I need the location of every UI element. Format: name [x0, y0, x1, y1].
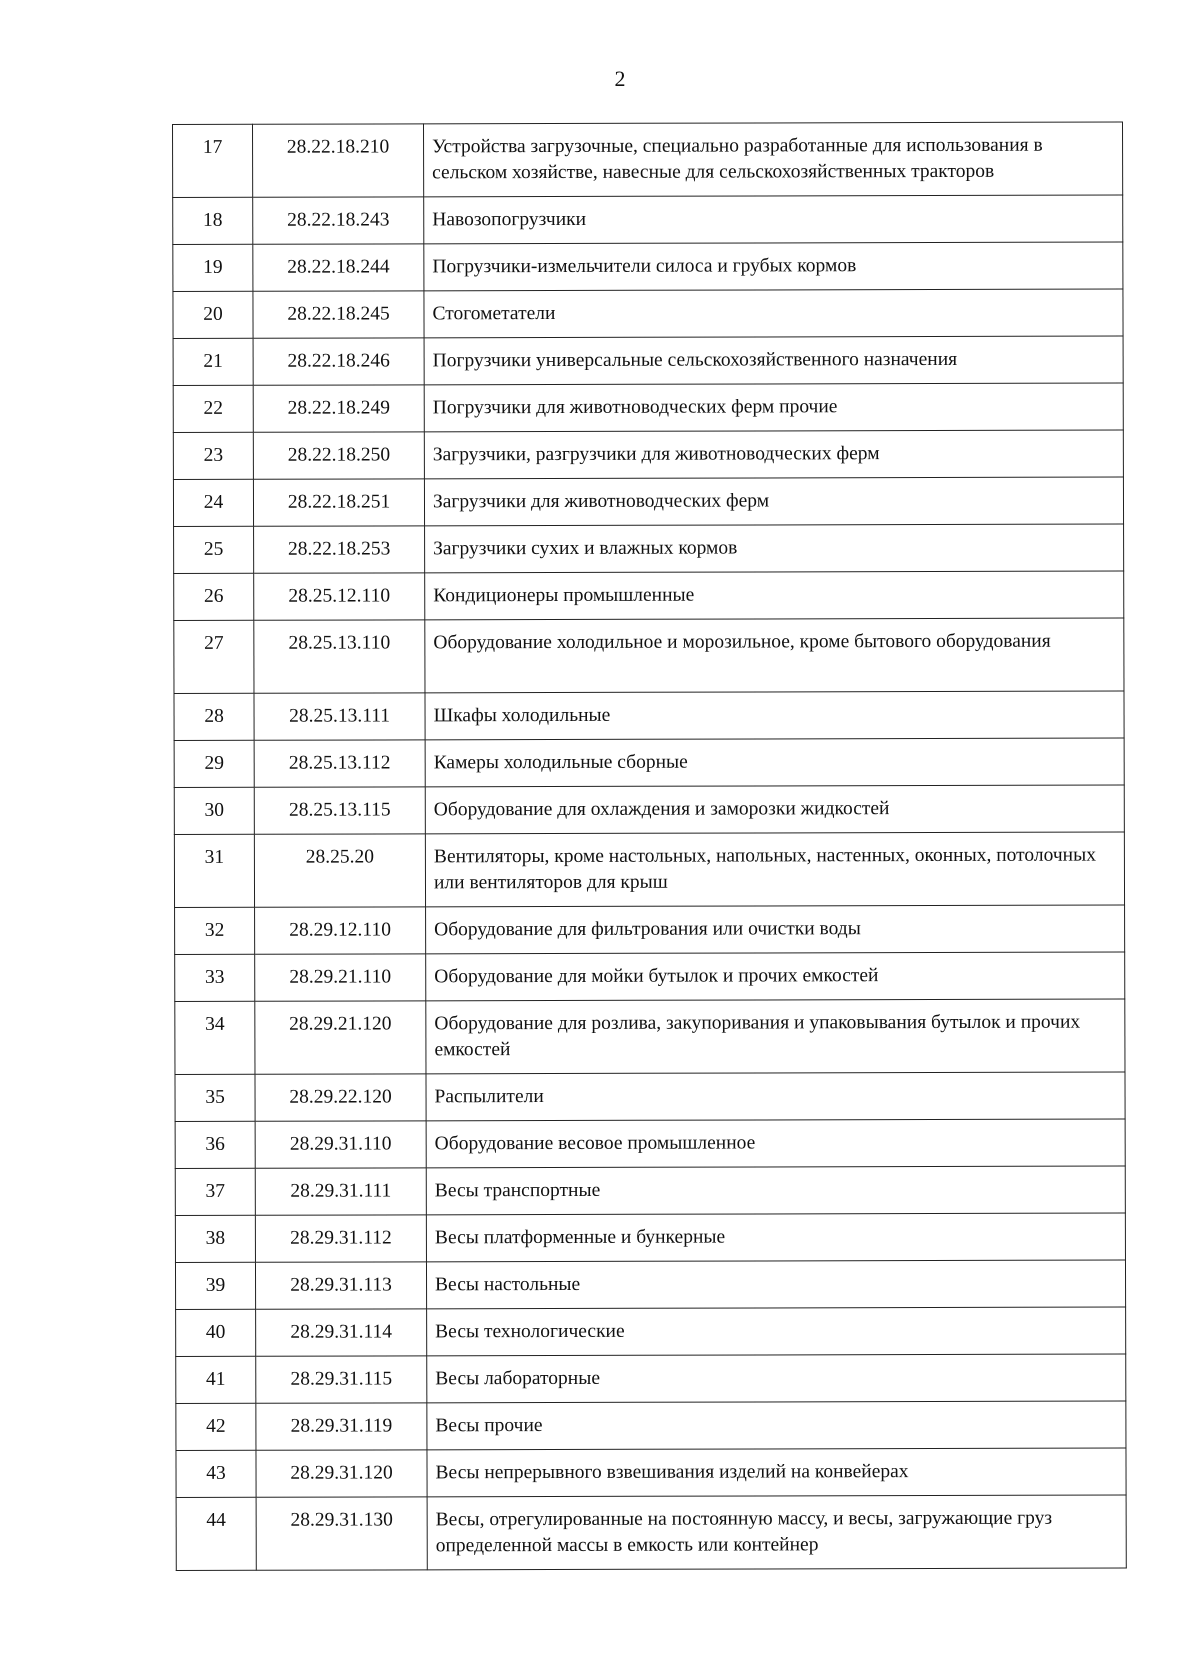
table-row	[174, 524, 1124, 573]
table-row	[175, 952, 1125, 1001]
table-row	[174, 618, 1124, 693]
item-name: Оборудование для розлива, закупоривания и упаковывания бутылок и прочих емкостей	[426, 999, 1125, 1074]
okpd-code: 28.25.13.112	[254, 740, 425, 787]
row-number: 21	[173, 338, 253, 385]
item-name: Весы лабораторные	[427, 1354, 1126, 1403]
okpd-code: 28.29.12.110	[255, 907, 426, 954]
table-row	[175, 1072, 1125, 1121]
table-row	[173, 336, 1123, 385]
okpd-code: 28.29.31.119	[256, 1403, 427, 1450]
item-name: Оборудование для фильтрования или очистки воды	[426, 905, 1125, 954]
okpd-code: 28.25.13.115	[254, 787, 425, 834]
item-name: Оборудование для мойки бутылок и прочих емкостей	[426, 952, 1125, 1001]
row-number: 38	[175, 1215, 255, 1262]
table-row	[175, 1166, 1125, 1215]
row-number: 28	[174, 693, 254, 740]
row-number: 32	[175, 907, 255, 954]
table-row	[175, 1213, 1125, 1262]
table-row	[173, 383, 1123, 432]
row-number: 18	[173, 197, 253, 244]
okpd-code: 28.25.12.110	[254, 573, 425, 620]
okpd-code: 28.29.31.115	[256, 1356, 427, 1403]
table-row	[174, 832, 1124, 907]
item-name: Навозопогрузчики	[424, 195, 1123, 244]
item-name: Весы настольные	[426, 1260, 1125, 1309]
row-number: 36	[175, 1121, 255, 1168]
item-name: Весы прочие	[427, 1401, 1126, 1450]
table-row	[173, 289, 1123, 338]
okpd-code: 28.22.18.243	[253, 197, 424, 244]
item-name: Загрузчики для животноводческих ферм	[424, 477, 1123, 526]
table-row	[176, 1495, 1126, 1570]
item-name: Загрузчики сухих и влажных кормов	[425, 524, 1124, 573]
table-row	[174, 691, 1124, 740]
okpd-code: 28.29.21.110	[255, 954, 426, 1001]
okpd-code: 28.22.18.210	[253, 124, 424, 197]
item-name: Шкафы холодильные	[425, 691, 1124, 740]
row-number: 29	[174, 740, 254, 787]
row-number: 35	[175, 1074, 255, 1121]
item-name: Весы непрерывного взвешивания изделий на конвейерах	[427, 1448, 1126, 1497]
row-number: 41	[176, 1356, 256, 1403]
row-number: 43	[176, 1450, 256, 1497]
okpd-code: 28.29.31.111	[255, 1168, 426, 1215]
table-row	[175, 905, 1125, 954]
okpd-code: 28.29.31.120	[256, 1450, 427, 1497]
row-number: 23	[173, 432, 253, 479]
table-row	[173, 242, 1123, 291]
okpd-code: 28.25.13.110	[254, 620, 425, 693]
row-number: 31	[174, 834, 254, 907]
item-name: Погрузчики-измельчители силоса и грубых кормов	[424, 242, 1123, 291]
table-row	[176, 1354, 1126, 1403]
row-number: 44	[176, 1497, 256, 1570]
table-row	[175, 1119, 1125, 1168]
okpd-code: 28.22.18.253	[254, 526, 425, 573]
item-name: Стогометатели	[424, 289, 1123, 338]
item-name: Камеры холодильные сборные	[425, 738, 1124, 787]
item-name: Оборудование холодильное и морозильное, кроме бытового оборудования	[425, 618, 1124, 693]
okpd-code: 28.29.31.113	[255, 1262, 426, 1309]
okpd-code: 28.22.18.251	[253, 479, 424, 526]
okpd-code: 28.22.18.244	[253, 244, 424, 291]
row-number: 25	[174, 526, 254, 573]
item-name: Устройства загрузочные, специально разработанные для использования в сельском хозяйстве, навесные для сельскохозяйственных тракторов	[424, 122, 1123, 197]
okpd-code: 28.25.20	[254, 834, 425, 907]
item-name: Оборудование для охлаждения и заморозки жидкостей	[425, 785, 1124, 834]
table-row	[174, 738, 1124, 787]
table-row	[174, 785, 1124, 834]
okpd-code: 28.22.18.249	[253, 385, 424, 432]
item-name: Оборудование весовое промышленное	[426, 1119, 1125, 1168]
okpd-code: 28.29.31.130	[256, 1497, 427, 1570]
table-row	[173, 477, 1123, 526]
item-name: Погрузчики для животноводческих ферм прочие	[424, 383, 1123, 432]
row-number: 40	[176, 1309, 256, 1356]
okpd-code: 28.29.31.112	[255, 1215, 426, 1262]
row-number: 24	[173, 479, 253, 526]
page-number: 2	[614, 66, 626, 91]
item-name: Весы транспортные	[426, 1166, 1125, 1215]
row-number: 26	[174, 573, 254, 620]
table-row	[175, 1260, 1125, 1309]
okpd-code: 28.25.13.111	[254, 693, 425, 740]
row-number: 39	[175, 1262, 255, 1309]
row-number: 20	[173, 291, 253, 338]
row-number: 17	[173, 124, 253, 197]
row-number: 27	[174, 620, 254, 693]
item-name: Весы платформенные и бункерные	[426, 1213, 1125, 1262]
table-row	[176, 1307, 1126, 1356]
row-number: 19	[173, 244, 253, 291]
okpd-code: 28.22.18.250	[253, 432, 424, 479]
item-name: Кондиционеры промышленные	[425, 571, 1124, 620]
item-name: Весы, отрегулированные на постоянную массу, и весы, загружающие груз определенной массы в емкость или контейнер	[427, 1495, 1126, 1570]
row-number: 30	[174, 787, 254, 834]
row-number: 42	[176, 1403, 256, 1450]
okpd-code: 28.22.18.246	[253, 338, 424, 385]
okpd-code: 28.29.31.114	[256, 1309, 427, 1356]
table-row	[173, 122, 1123, 197]
item-name: Загрузчики, разгрузчики для животноводческих ферм	[424, 430, 1123, 479]
equipment-table	[172, 122, 1127, 1571]
okpd-code: 28.29.22.120	[255, 1074, 426, 1121]
table-row	[173, 430, 1123, 479]
item-name: Погрузчики универсальные сельскохозяйственного назначения	[424, 336, 1123, 385]
row-number: 37	[175, 1168, 255, 1215]
row-number: 22	[173, 385, 253, 432]
table-row	[176, 1448, 1126, 1497]
table-row	[173, 195, 1123, 244]
row-number: 33	[175, 954, 255, 1001]
item-name: Вентиляторы, кроме настольных, напольных, настенных, оконных, потолочных или вентиляторов для крыш	[425, 832, 1124, 907]
item-name: Распылители	[426, 1072, 1125, 1121]
table-row	[174, 571, 1124, 620]
okpd-code: 28.29.31.110	[255, 1121, 426, 1168]
table-row	[175, 999, 1125, 1074]
item-name: Весы технологические	[427, 1307, 1126, 1356]
table-row	[176, 1401, 1126, 1450]
row-number: 34	[175, 1001, 255, 1074]
okpd-code: 28.29.21.120	[255, 1001, 426, 1074]
okpd-code: 28.22.18.245	[253, 291, 424, 338]
